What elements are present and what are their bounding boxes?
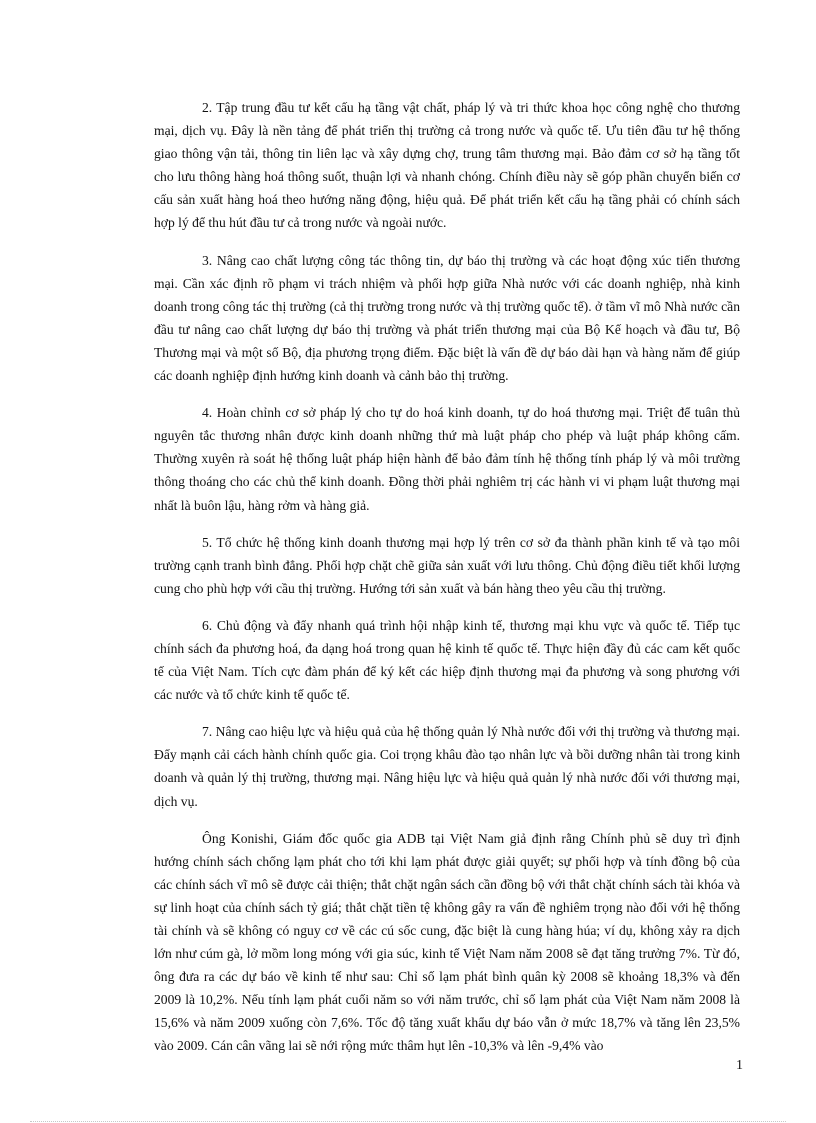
paragraph-item-3: 3. Nâng cao chất lượng công tác thông tin, dự báo thị trường và các hoạt động xúc tiến thương mại. Cần xác định rõ phạm vi trách nhiệm và phối hợp giữa Nhà nước với các doanh nghiệp, nhà kinh doanh trong công tác thị trường (cả thị trường trong nước và thị trường quốc tế). ở tầm vĩ mô Nhà nước cần đầu tư nâng cao chất lượng dự báo thị trường và phát triển thương mại của Bộ Kế hoạch và đầu tư, Bộ Thương mại và một số Bộ, địa phương trọng điểm. Đặc biệt là vấn đề dự báo dài hạn và hàng năm để giúp các doanh nghiệp định hướng kinh doanh và cảnh bảo thị trường.	[154, 252, 740, 384]
paragraph-item-7: 7. Nâng cao hiệu lực và hiệu quả của hệ thống quản lý Nhà nước đối với thị trường và thương mại. Đẩy mạnh cải cách hành chính quốc gia. Coi trọng khâu đào tạo nhân lực và bồi dưỡng nhân tài trong kinh doanh và quản lý thị trường, thương mại. Nâng hiệu lực và hiệu quả quản lý nhà nước đối với thương mại, dịch vụ.	[154, 724, 740, 809]
paragraph-item-6: 6. Chủ động và đẩy nhanh quá trình hội nhập kinh tế, thương mại khu vực và quốc tế. Tiếp tục chính sách đa phương hoá, đa dạng hoá trong quan hệ kinh tế quốc tế. Thực hiện đầy đủ các cam kết quốc tế của Việt Nam. Tích cực đàm phán để ký kết các hiệp định thương mại đa phương và song phương với các nước và tổ chức kinh tế quốc tế.	[154, 617, 740, 703]
page-number: 1	[736, 1058, 743, 1073]
paragraph-item-5: 5. Tổ chức hệ thống kinh doanh thương mại hợp lý trên cơ sở đa thành phần kinh tế và tạo môi trường cạnh tranh bình đẳng. Phối hợp chặt chẽ giữa sản xuất với lưu thông. Chủ động điều tiết khối lượng cung cho phù hợp với cầu thị trường. Hướng tới sản xuất và bán hàng theo yêu cầu thị trường.	[154, 534, 740, 596]
paragraph-item-4: 4. Hoàn chỉnh cơ sở pháp lý cho tự do hoá kinh doanh, tự do hoá thương mại. Triệt để tuân thủ nguyên tắc thương nhân được kinh doanh những thứ mà luật pháp cho phép và luật pháp không cấm. Thường xuyên rà soát hệ thống luật pháp hiện hành để bảo đảm tính hệ thống tính pháp lý và môi trường thông thoáng cho các chủ thể kinh doanh. Đồng thời phải nghiêm trị các hành vi vi phạm luật thương mại nhất là buôn lậu, hàng rởm và hàng giả.	[154, 405, 740, 513]
paragraph-konishi-forecast: Ông Konishi, Giám đốc quốc gia ADB tại Việt Nam giả định rằng Chính phủ sẽ duy trì định hướng chính sách chống lạm phát cho tới khi lạm phát được giải quyết; sự phối hợp và tính đồng bộ của các chính sách vĩ mô sẽ được cải thiện; thắt chặt ngân sách cần đồng bộ với thắt chặt chính sách tài khóa và sự linh hoạt của chính sách tỷ giá; thắt chặt tiền tệ không gây ra vấn đề nghiêm trọng nào đối với hệ thống tài chính và sẽ không có nguy cơ về các cú sốc cung, đặc biệt là cung hàng húa; ví dụ, không xảy ra dịch lớn như cúm gà, lở mồm long móng với gia súc, kinh tế Việt Nam năm 2008 sẽ đạt tăng trưởng 7%. Từ đó, ông đưa ra các dự báo về kinh tế như sau: Chỉ số lạm phát bình quân kỳ 2008 sẽ khoảng 18,3% và đến 2009 là 10,2%. Nếu tính lạm phát cuối năm so với năm trước, chỉ số lạm phát của Việt Nam năm 2008 là 15,6% và năm 2009 xuống còn 7,6%. Tốc độ tăng xuất khẩu dự báo vẫn ở mức 18,7% và tăng lên 23,5% vào 2009. Cán cân vãng lai sẽ nới rộng mức thâm hụt lên -10,3% và lên -9,4% vào	[154, 830, 740, 1054]
page-bottom-divider	[30, 1121, 786, 1122]
document-body	[154, 96, 740, 1072]
paragraph-item-2: 2. Tập trung đầu tư kết cấu hạ tầng vật chất, pháp lý và tri thức khoa học công nghệ cho thương mại, dịch vụ. Đây là nền tảng để phát triển thị trường cả trong nước và quốc tế. Ưu tiên đầu tư hệ thống giao thông vận tải, thông tin liên lạc và xây dựng chợ, trung tâm thương mại. Bảo đảm cơ sở hạ tầng tốt cho lưu thông hàng hoá thông suốt, thuận lợi và nhanh chóng. Chính điều này sẽ góp phần chuyển biến cơ cấu sản xuất hàng hoá theo hướng năng động, hiệu quả. Để phát triển kết cấu hạ tầng phải có chính sách hợp lý để thu hút đầu tư cả trong nước và ngoài nước.	[154, 100, 740, 231]
